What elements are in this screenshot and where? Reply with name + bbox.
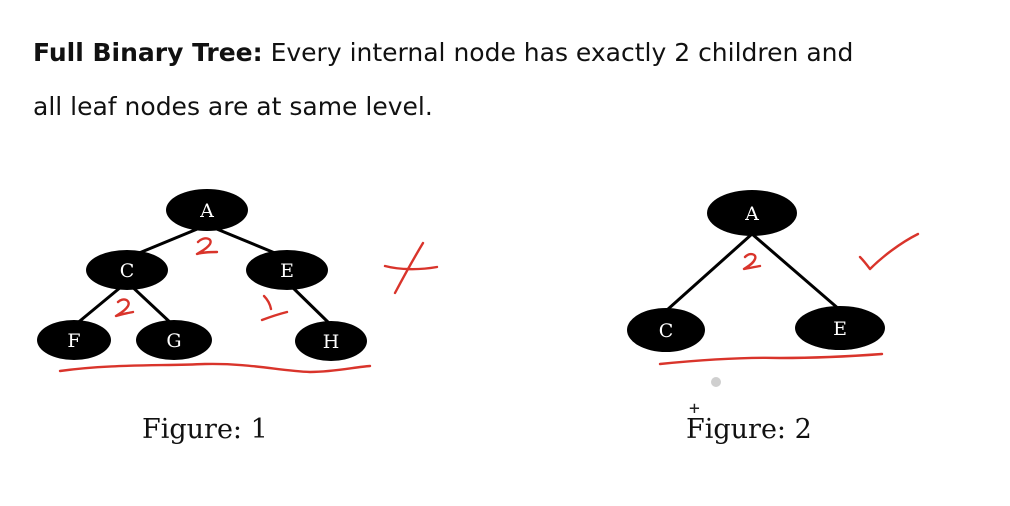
definition-term: Full Binary Tree:	[33, 38, 263, 67]
figure-1	[37, 189, 437, 445]
node-g	[136, 320, 212, 360]
check-icon	[860, 234, 918, 269]
node-h-label: H	[322, 331, 340, 353]
annotation-two-c-handwritten	[116, 299, 133, 316]
cross-icon-stroke-1	[385, 266, 437, 269]
node-h	[295, 321, 367, 361]
node-e-fig2	[795, 306, 885, 350]
node-a-fig2	[707, 190, 797, 236]
node-e	[246, 250, 328, 290]
node-f-label: F	[67, 330, 81, 352]
definition-text-line2: all leaf nodes are at same level.	[33, 92, 433, 121]
annotation-two-root-handwritten	[197, 238, 217, 254]
node-c-fig2-label: C	[658, 320, 674, 342]
figure-2	[627, 190, 918, 445]
figure-2-edges	[667, 234, 840, 310]
annotation-one-e-handwritten-stroke	[264, 296, 271, 309]
node-c-label: C	[119, 260, 135, 282]
definition-text-line1: Every internal node has exactly 2 children and	[262, 38, 854, 67]
pointer-dot	[711, 377, 721, 387]
node-a	[166, 189, 248, 231]
level-underline-figure-1	[60, 364, 370, 372]
node-e-label: E	[280, 260, 294, 282]
node-e-fig2-label: E	[833, 318, 847, 340]
node-a-fig2-label: A	[745, 203, 759, 225]
crosshair-cursor-icon: +	[689, 398, 700, 419]
node-c-fig2	[627, 308, 705, 352]
node-f	[37, 320, 111, 360]
edge-a-e-fig2	[752, 234, 840, 310]
edge-a-c-fig2	[667, 234, 752, 310]
annotation-two-root-fig2-handwritten	[744, 254, 760, 269]
level-underline-figure-2	[660, 354, 882, 364]
annotation-one-e-underline	[262, 312, 287, 320]
node-g-label: G	[166, 330, 182, 352]
figure-2-caption: Figure: 2	[686, 414, 812, 445]
figure-1-caption: Figure: 1	[142, 414, 268, 445]
node-c	[86, 250, 168, 290]
node-a-label: A	[200, 200, 214, 222]
